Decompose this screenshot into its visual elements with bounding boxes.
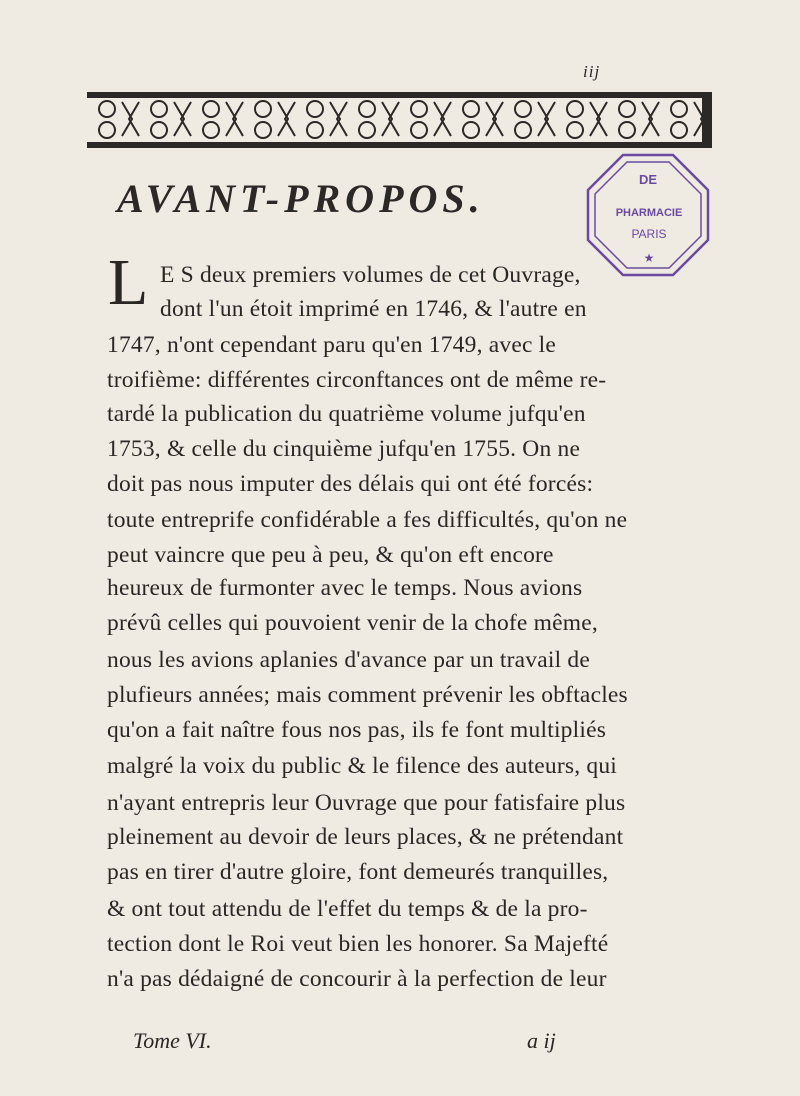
text-line: 1747, n'ont cependant paru qu'en 1749, avec le xyxy=(107,332,557,358)
stamp-text-top: DE xyxy=(638,172,658,187)
library-stamp xyxy=(583,150,713,280)
text-line: tardé la publication du quatrième volume jufqu'en xyxy=(107,401,586,427)
text-line: 1753, & celle du cinquième jufqu'en 1755. On ne xyxy=(107,436,581,462)
text-line: toute entreprife confidérable a fes difficultés, qu'on ne xyxy=(107,507,628,533)
text-line: n'a pas dédaigné de concourir à la perfection de leur xyxy=(107,966,607,992)
text-line: plufieurs années; mais comment prévenir les obftacles xyxy=(107,682,628,708)
text-line: doit pas nous imputer des délais qui ont été forcés: xyxy=(107,471,594,497)
text-line: qu'on a fait naître fous nos pas, ils fe font multipliés xyxy=(107,717,607,743)
footer-signature: a ij xyxy=(527,1028,556,1053)
text-line: n'ayant entrepris leur Ouvrage que pour fatisfaire plus xyxy=(107,790,626,816)
text-line: & ont tout attendu de l'effet du temps & de la pro- xyxy=(107,896,588,922)
ornament-band xyxy=(87,92,712,150)
star-icon: ★ xyxy=(643,251,655,265)
page-title: AVANT-PROPOS. xyxy=(117,176,485,221)
text-line: dont l'un étoit imprimé en 1746, & l'autre en xyxy=(160,296,587,322)
text-line: malgré la voix du public & le filence des auteurs, qui xyxy=(107,753,618,779)
text-line: nous les avions aplanies d'avance par un travail de xyxy=(107,647,590,673)
text-line: pleinement au devoir de leurs places, & ne prétendant xyxy=(107,824,624,850)
text-line: troifième: différentes circonftances ont de même re- xyxy=(107,367,607,393)
page-number: iij xyxy=(583,62,601,81)
stamp-text-bottom: PARIS xyxy=(631,227,667,241)
footer-volume: Tome VI. xyxy=(133,1028,212,1053)
stamp-text-middle: PHARMACIE xyxy=(615,207,683,219)
dropcap: L xyxy=(108,246,149,319)
text-line: tection dont le Roi veut bien les honorer. Sa Majefté xyxy=(107,931,609,957)
text-line: pas en tirer d'autre gloire, font demeurés tranquilles, xyxy=(107,859,609,885)
text-line: heureux de furmonter avec le temps. Nous avions xyxy=(107,575,583,601)
text-line: prévû celles qui pouvoient venir de la chofe même, xyxy=(107,610,598,636)
text-line: E S deux premiers volumes de cet Ouvrage, xyxy=(160,262,581,288)
text-line: peut vaincre que peu à peu, & qu'on eft encore xyxy=(107,542,554,568)
